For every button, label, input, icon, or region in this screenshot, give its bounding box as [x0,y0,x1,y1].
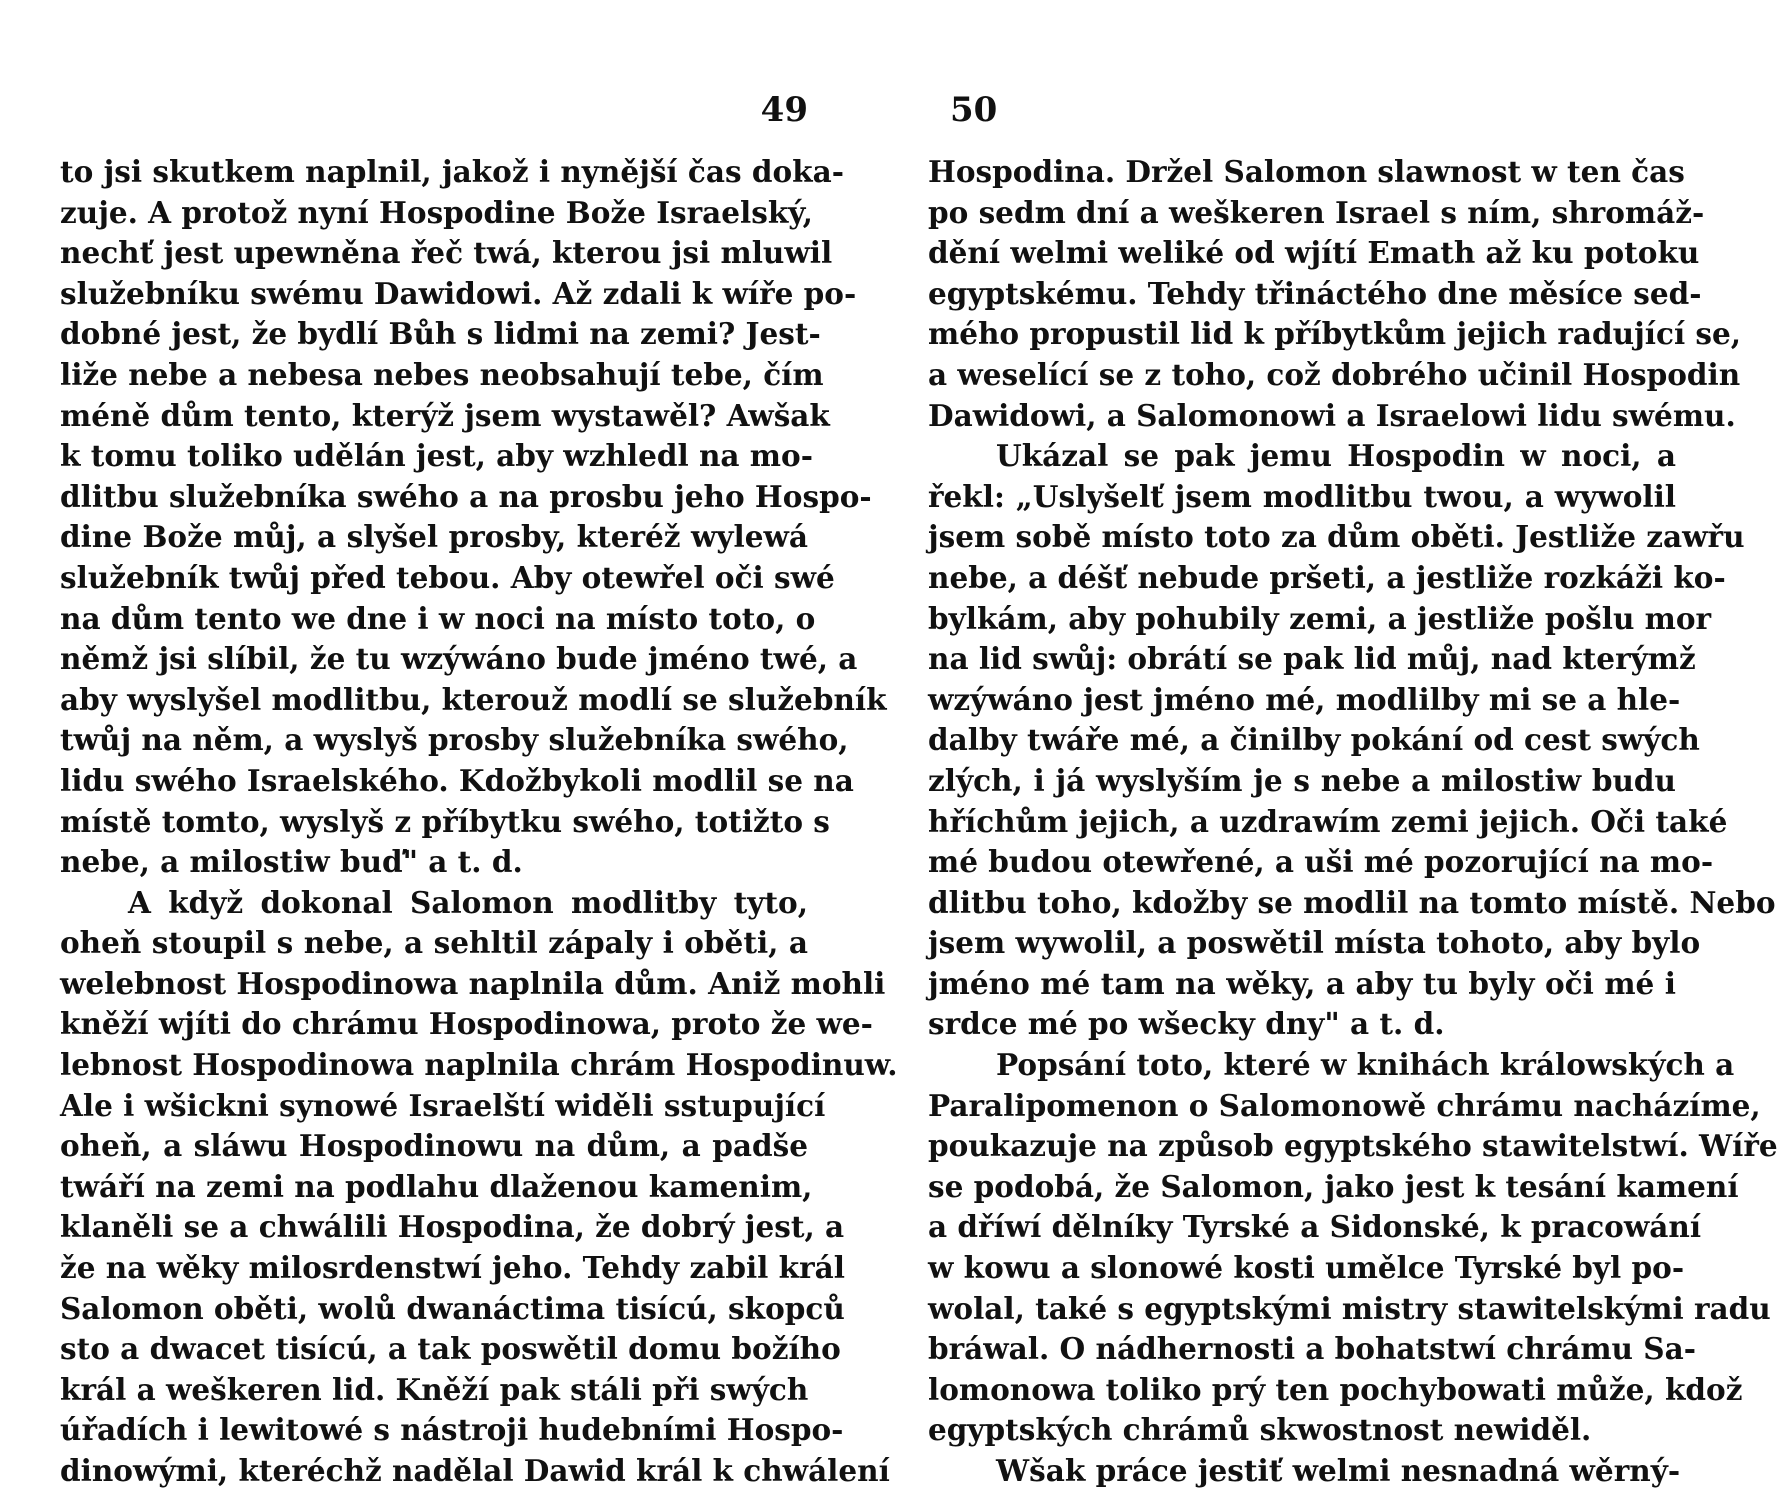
text-line: dine Bože můj, a slyšel prosby, kteréž wylewá [60,519,808,555]
text-line: nechť jest upewněna řeč twá, kterou jsi mluwil [60,235,833,271]
text-line: hříchům jejich, a uzdrawím zemi jejich. Oči také [928,803,1728,839]
text-line: twůj na něm, a wyslyš prosby služebníka swého, [60,722,849,758]
text-line: egyptskému. Tehdy třináctého dne měsíce sed- [928,275,1702,311]
text-line: w kowu a slonowé kosti umělce Tyrské byl po- [928,1250,1685,1286]
text-line: služebníku swému Dawidowi. Až zdali k wíře po- [60,275,857,311]
text-line: místě tomto, wyslyš z příbytku swého, totižto s [60,803,830,839]
text-line: méně dům tento, kterýž jsem wystawěl? Awšak [60,397,830,433]
text-line: liže nebe a nebesa nebes neobsahují tebe, čím [60,356,824,392]
text-line: oheň, a sláwu Hospodinowu na dům, a padše [60,1128,808,1164]
text-line: zlých, i já wyslyším je s nebe a milostiw budu [928,762,1676,798]
text-line: A když dokonal Salomon modlitby tyto, [128,884,808,920]
right-page [928,90,1778,1488]
text-line: a dříwí dělníky Tyrské a Sidonské, k pracowání [928,1209,1702,1245]
text-line: aby wyslyšel modlitbu, kterouž modlí se služebník [60,681,887,717]
text-line: k tomu toliko udělán jest, aby wzhledl na mo- [60,438,813,474]
text-line: služebník twůj před tebou. Aby otewřel oči swé [60,559,835,595]
text-line: wolal, také s egyptskými mistry stawitelskými radu [928,1290,1771,1326]
text-line: na lid swůj: obrátí se pak lid můj, nad kterýmž [928,641,1696,677]
left-page [60,90,898,1488]
text-line: srdce mé po wšecky dny" a t. d. [928,1006,1445,1042]
text-line: řekl: „Uslyšelť jsem modlitbu twou, a wywolil [928,478,1676,514]
text-line: Wšak práce jestiť welmi nesnadná wěrný- [996,1453,1681,1488]
text-line: úřadích i lewitowé s nástroji hudebními Hospo- [60,1412,844,1448]
text-line: klaněli se a chwálili Hospodina, že dobrý jest, a [60,1209,845,1245]
text-line: Ale i wšickni synowé Israelští widěli sstupující [60,1087,826,1123]
text-line: lebnost Hospodinowa naplnila chrám Hospodinuw. [60,1047,898,1083]
text-line: nebe, a déšť nebude pršeti, a jestliže rozkáži ko- [928,559,1726,595]
text-line: oheň stoupil s nebe, a sehltil zápaly i oběti, a [60,925,808,961]
text-line: dobné jest, že bydlí Bůh s lidmi na zemi? Jest- [60,316,821,352]
text-line: jméno mé tam na wěky, a aby tu byly oči mé i [928,965,1676,1001]
text-line: kněží wjíti do chrámu Hospodinowa, proto že we- [60,1006,873,1042]
page-text [928,152,1778,1492]
text-line: Hospodina. Držel Salomon slawnost w ten čas [928,154,1685,189]
text-line: dinowými, kteréchž nadělal Dawid král k chwálení [60,1453,890,1488]
text-line: mé budou otewřené, a uši mé pozorující na mo- [928,844,1714,880]
text-line: nebe, a milostiw buď" a t. d. [60,844,523,880]
text-line: dlitbu toho, kdožby se modlil na tomto místě. Nebo [928,884,1776,920]
text-line: Dawidowi, a Salomonowi a Israelowi lidu swému. [928,397,1736,433]
text-line: král a weškeren lid. Kněží pak stáli při swých [60,1371,809,1407]
text-line: bráwal. O nádhernosti a bohatstwí chrámu Sa- [928,1331,1696,1367]
text-line: sto a dwacet tisícú, a tak poswětil domu božího [60,1331,841,1367]
text-line: Paralipomenon o Salomonowě chrámu nacházíme, [928,1087,1761,1123]
text-line: wzýwáno jest jméno mé, modlilby mi se a hle- [928,681,1681,717]
text-line: lidu swého Israelského. Kdožbykoli modlil se na [60,762,854,798]
page-text [60,152,898,1492]
text-line: a weselící se z toho, což dobrého učinil Hospodin [928,356,1741,392]
text-line: na dům tento we dne i w noci na místo toto, o [60,600,816,636]
text-line: Popsání toto, které w knihách králowských a [996,1047,1735,1083]
text-line: lomonowa toliko prý ten pochybowati může, kdož [928,1371,1743,1407]
text-line: němž jsi slíbil, že tu wzýwáno bude jméno twé, a [60,641,858,677]
text-line: mého propustil lid k příbytkům jejich radující se, [928,316,1742,352]
text-line: egyptských chrámů skwostnost newiděl. [928,1412,1592,1448]
page-number: 50 [950,90,998,130]
text-line: se podobá, že Salomon, jako jest k tesání kamení [928,1168,1739,1204]
text-line: to jsi skutkem naplnil, jakož i nynější čas doka- [60,154,844,189]
text-line: poukazuje na způsob egyptského stawitelstwí. Wíře [928,1128,1778,1164]
text-line: že na wěky milosrdenstwí jeho. Tehdy zabil král [60,1250,845,1286]
text-line: bylkám, aby pohubily zemi, a jestliže pošlu mor [928,600,1712,636]
page-number: 49 [760,90,808,130]
text-line: zuje. A protož nyní Hospodine Bože Israelský, [60,194,813,230]
text-line: dlitbu služebníka swého a na prosbu jeho Hospo- [60,478,872,514]
text-line: Salomon oběti, wolů dwanáctima tisícú, skopců [60,1290,845,1326]
text-line: jsem sobě místo toto za dům oběti. Jestliže zawřu [928,519,1745,555]
text-line: jsem wywolil, a poswětil místa tohoto, aby bylo [928,925,1701,961]
text-line: twáří na zemi na podlahu dlaženou kamenim, [60,1168,813,1204]
text-line: dalby twáře mé, a činilby pokání od cest swých [928,722,1700,758]
text-line: welebnost Hospodinowa naplnila dům. Aniž mohli [60,965,886,1001]
text-line: po sedm dní a weškeren Israel s ním, shromáž- [928,194,1705,230]
text-line: dění welmi weliké od wjítí Emath až ku potoku [928,235,1700,271]
text-line: Ukázal se pak jemu Hospodin w noci, a [996,438,1676,474]
